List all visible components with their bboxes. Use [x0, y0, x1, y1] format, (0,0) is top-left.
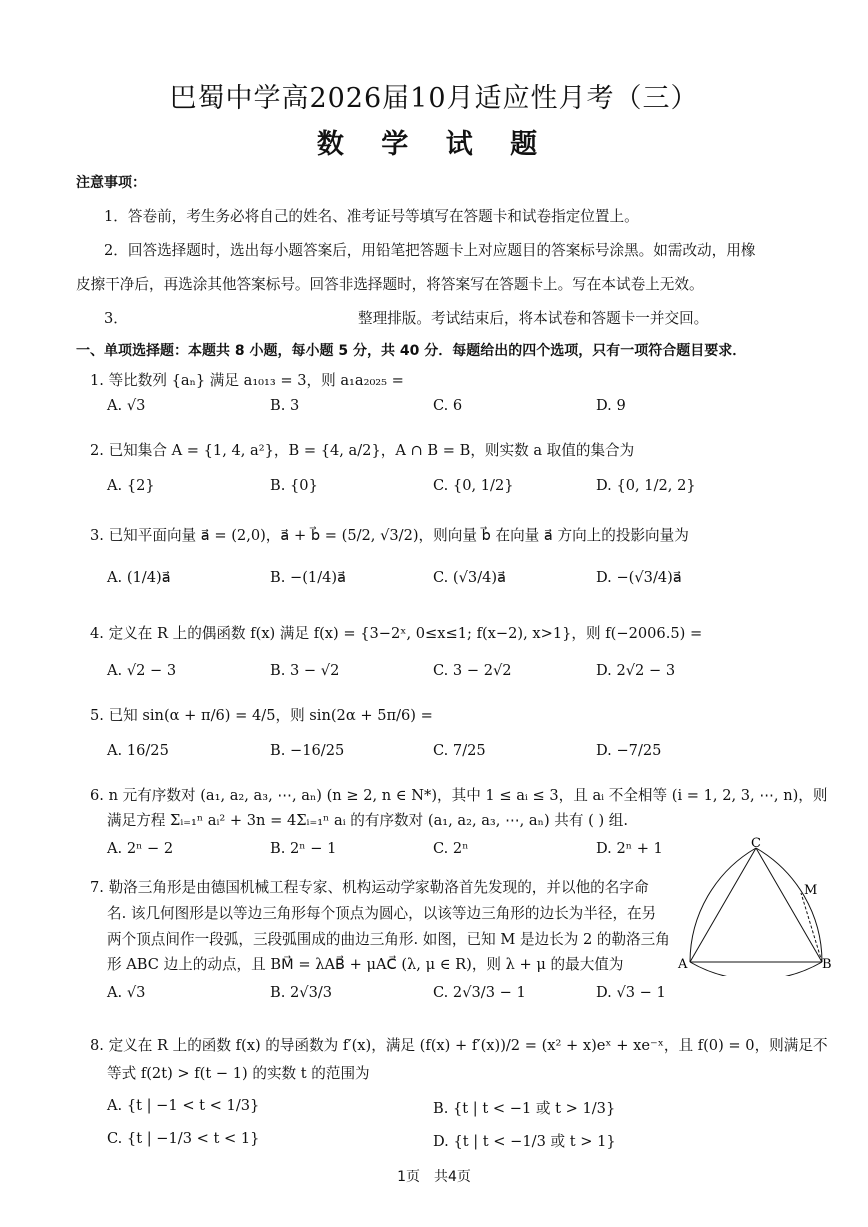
question-8-option-d: D. {t | t < −1/3 或 t > 1}	[433, 1133, 616, 1150]
label-c: C	[751, 836, 761, 851]
question-5-option-a: A. 16/25	[107, 742, 169, 759]
question-8-option-b: B. {t | t < −1 或 t > 1/3}	[433, 1100, 616, 1117]
question-4-stem: 4. 定义在 R 上的偶函数 f(x) 满足 f(x) = {3−2ˣ, 0≤x≤1; f(x−2), x>1}，则 f(−2006.5) =	[90, 625, 703, 642]
question-6-option-d: D. 2ⁿ + 1	[596, 840, 663, 857]
question-8-stem-2: 等式 f(2t) > f(t − 1) 的实数 t 的范围为	[107, 1065, 370, 1082]
question-1-option-a: A. √3	[107, 397, 146, 414]
question-1-option-d: D. 9	[596, 397, 626, 414]
question-4-option-a: A. √2 − 3	[107, 662, 177, 679]
question-8-option-c: C. {t | −1/3 < t < 1}	[107, 1130, 260, 1147]
question-2-stem: 2. 已知集合 A = {1, 4, a²}，B = {4, a/2}，A ∩ B = B，则实数 a 取值的集合为	[90, 442, 635, 459]
notice-heading: 注意事项：	[76, 175, 146, 191]
reuleaux-triangle-figure	[676, 836, 834, 976]
exam-subtitle: 数 学 试 题	[316, 129, 552, 160]
question-8-option-a: A. {t | −1 < t < 1/3}	[107, 1097, 260, 1114]
question-4-option-b: B. 3 − √2	[270, 662, 340, 679]
question-7-stem-3: 两个顶点间作一段弧，三段弧围成的曲边三角形. 如图，已知 M 是边长为 2 的勒洛三角	[107, 931, 670, 948]
question-6-stem: 6. n 元有序数对 (a₁, a₂, a₃, ⋯, aₙ) (n ≥ 2, n ∈ N*)，其中 1 ≤ aᵢ ≤ 3，且 aᵢ 不全相等 (i = 1, 2, 3, ⋯, n)，则	[90, 787, 828, 804]
question-2-option-c: C. {0, 1/2}	[433, 477, 514, 494]
question-3-option-d: D. −(√3/4)a⃗	[596, 569, 682, 586]
segment-bm	[801, 893, 822, 962]
question-5-option-d: D. −7/25	[596, 742, 662, 759]
question-6-stem-2: 满足方程 Σᵢ₌₁ⁿ aᵢ² + 3n = 4Σᵢ₌₁ⁿ aᵢ 的有序数对 (a₁, a₂, a₃, ⋯, aₙ) 共有 ( ) 组.	[107, 812, 629, 829]
question-6-option-a: A. 2ⁿ − 2	[107, 840, 174, 857]
question-5-stem: 5. 已知 sin(α + π/6) = 4/5，则 sin(2α + 5π/6) =	[90, 707, 433, 724]
question-5-option-c: C. 7/25	[433, 742, 486, 759]
question-1-option-b: B. 3	[270, 397, 300, 414]
exam-title: 巴蜀中学高2026届10月适应性月考（三）	[169, 83, 699, 114]
label-a: A	[678, 957, 688, 972]
notice-item-2b: 皮擦干净后，再选涂其他答案标号。回答非选择题时，将答案写在答题卡上。写在本试卷上无效。	[76, 276, 704, 293]
question-3-option-b: B. −(1/4)a⃗	[270, 569, 347, 586]
question-7-option-d: D. √3 − 1	[596, 984, 666, 1001]
question-2-option-d: D. {0, 1/2, 2}	[596, 477, 696, 494]
question-3-option-a: A. (1/4)a⃗	[107, 569, 171, 586]
section-heading: 一、单项选择题：本题共 8 小题，每小题 5 分，共 40 分．每题给出的四个选项，只有一项符合题目要求．	[76, 343, 747, 359]
page-footer: 1页 共4页	[397, 1169, 471, 1185]
question-7-stem-2: 名. 该几何图形是以等边三角形每个顶点为圆心，以该等边三角形的边长为半径，在另	[107, 905, 657, 922]
question-2-option-b: B. {0}	[270, 477, 318, 494]
question-7-stem: 7. 勒洛三角形是由德国机械工程专家、机构运动学家勒洛首先发现的，并以他的名字命	[90, 879, 649, 896]
label-m: M	[804, 883, 818, 898]
notice-item-1: 1．答卷前，考生务必将自己的姓名、准考证号等填写在答题卡和试卷指定位置上。	[104, 208, 639, 225]
label-b: B	[822, 957, 832, 972]
question-3-option-c: C. (√3/4)a⃗	[433, 569, 507, 586]
question-1-stem: 1. 等比数列 {aₙ} 满足 a₁₀₁₃ = 3，则 a₁a₂₀₂₅ =	[90, 372, 404, 389]
notice-item-3a: 3．	[104, 310, 128, 327]
question-7-option-a: A. √3	[107, 984, 146, 1001]
question-4-option-d: D. 2√2 − 3	[596, 662, 676, 679]
question-6-option-b: B. 2ⁿ − 1	[270, 840, 337, 857]
question-8-stem: 8. 定义在 R 上的函数 f(x) 的导函数为 f′(x)，满足 (f(x) + f′(x))/2 = (x² + x)eˣ + xe⁻ˣ，且 f(0) = 0，则满足不	[90, 1037, 828, 1054]
question-7-option-b: B. 2√3/3	[270, 984, 333, 1001]
side-ac	[690, 848, 756, 962]
question-2-option-a: A. {2}	[107, 477, 155, 494]
question-3-stem: 3. 已知平面向量 a⃗ = (2,0)，a⃗ + b⃗ = (5/2, √3/2)，则向量 b⃗ 在向量 a⃗ 方向上的投影向量为	[90, 527, 689, 544]
question-5-option-b: B. −16/25	[270, 742, 345, 759]
question-7-stem-4: 形 ABC 边上的动点，且 BM⃗ = λAB⃗ + μAC⃗ (λ, μ ∈ R)，则 λ + μ 的最大值为	[107, 956, 624, 973]
arc-ba	[690, 962, 822, 976]
question-4-option-c: C. 3 − 2√2	[433, 662, 512, 679]
question-1-option-c: C. 6	[433, 397, 463, 414]
notice-item-2a: 2．回答选择题时，选出每小题答案后，用铅笔把答题卡上对应题目的答案标号涂黑。如需改动，用橡	[104, 242, 756, 259]
notice-item-3b: 整理排版。考试结束后，将本试卷和答题卡一并交回。	[358, 310, 709, 327]
side-cb	[756, 848, 822, 962]
question-7-option-c: C. 2√3/3 − 1	[433, 984, 526, 1001]
question-6-option-c: C. 2ⁿ	[433, 840, 469, 857]
